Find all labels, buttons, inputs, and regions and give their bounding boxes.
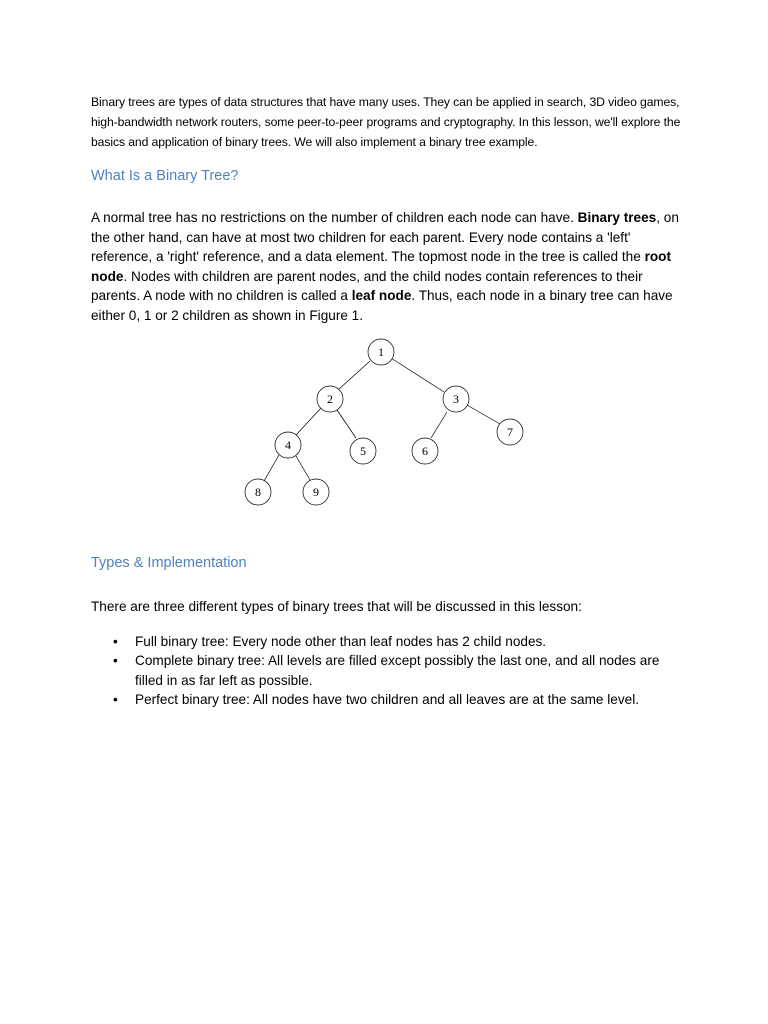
tree-node-3-label: 3 (453, 392, 459, 406)
types-lead-text: There are three different types of binary trees that will be discussed in this lesson: (91, 599, 582, 614)
definition-text-4: . Thus, each node in a binary tree can have either 0, 1 or 2 children as shown in Figure 1. (91, 288, 673, 323)
tree-edge-1-3 (391, 358, 444, 392)
tree-node-4-label: 4 (285, 438, 291, 452)
section-heading-what-is: What Is a Binary Tree? (91, 168, 239, 184)
list-item-text: Perfect binary tree: All nodes have two children and all leaves are at the same level. (135, 691, 640, 707)
binary-tree-figure (230, 332, 540, 512)
tree-node-1-label: 1 (378, 345, 384, 359)
tree-edge-3-6 (431, 412, 447, 438)
tree-edge-1-2 (338, 361, 370, 390)
section-heading-types: Types & Implementation (91, 555, 247, 571)
list-item (91, 690, 691, 709)
tree-node-6-label: 6 (422, 444, 428, 458)
tree-edge-2-5 (337, 410, 356, 438)
tree-node-7-label: 7 (507, 425, 513, 439)
tree-node-5-label: 5 (360, 444, 366, 458)
term-leaf-node: leaf node (351, 288, 412, 303)
bullet-icon: • (113, 691, 118, 707)
bullet-icon: • (113, 653, 118, 669)
tree-edge-4-8 (264, 455, 279, 481)
definition-paragraph (91, 208, 691, 325)
tree-node-8-label: 8 (255, 485, 261, 499)
tree-edge-2-4 (296, 408, 321, 435)
definition-text-1: A normal tree has no restrictions on the number of children each node can have. (91, 210, 578, 225)
list-item-text: Full binary tree: Every node other than leaf nodes has 2 child nodes. (135, 634, 547, 649)
bullet-icon: • (113, 634, 118, 649)
tree-edge-4-9 (296, 456, 310, 480)
tree-node-9-label: 9 (313, 485, 319, 499)
tree-node-2-label: 2 (327, 392, 333, 406)
list-item-text: Complete binary tree: All levels are filled except possibly the last one, and all nodes are filled in as far left as possible. (135, 653, 660, 688)
list-item (91, 651, 691, 690)
definition-text-3: . Nodes with children are parent nodes, and the child nodes contain references to their parents. A node with no children is called a (91, 268, 643, 303)
term-root-node: root node (91, 249, 671, 284)
types-bullet-list (91, 632, 691, 709)
definition-text-2: , on the other hand, can have at most two children for each parent. Every node contains a 'left' reference, a 'right' reference, and a data element. The topmost node in the tree is called the (91, 210, 679, 264)
intro-paragraph: Binary trees are types of data structures that have many uses. They can be applied in search, 3D video games, high-bandwidth network routers, some peer-to-peer programs and cryptography. In this lesson, we'll explore the basics and application of binary trees. We will also implement a binary tree example. (91, 95, 681, 149)
tree-edge-3-7 (467, 405, 500, 424)
term-binary-trees: Binary trees (577, 210, 657, 225)
list-item (91, 632, 691, 651)
